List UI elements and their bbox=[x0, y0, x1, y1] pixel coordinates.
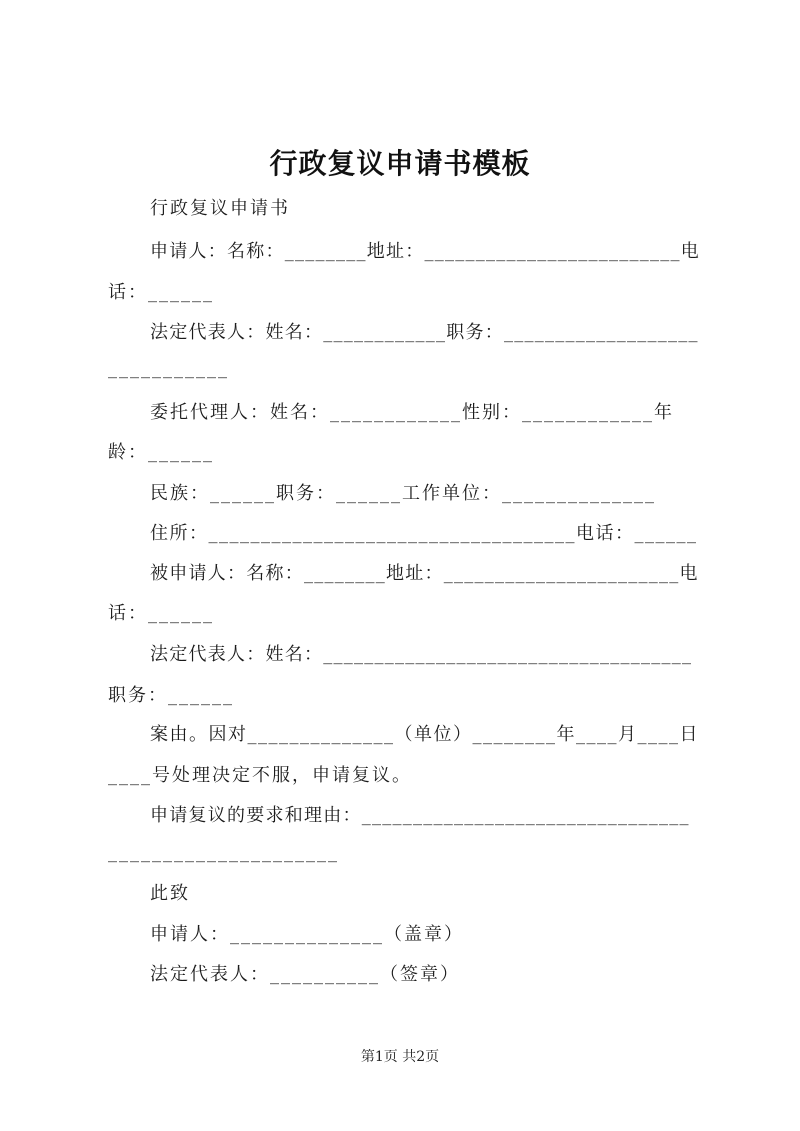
respondent-name-address-line: 被申请人：名称：________地址：_______________________电 bbox=[150, 563, 699, 584]
document-title: 行政复议申请书模板 bbox=[269, 147, 531, 180]
applicant-seal-line: 申请人：______________（盖章） bbox=[150, 924, 464, 945]
legal-rep-line: 法定代表人：姓名：____________职务：___________________ bbox=[150, 322, 699, 343]
agent-line: 委托代理人：姓名：____________性别：____________年 bbox=[150, 402, 674, 423]
page-number: 第1页 共2页 bbox=[360, 1049, 440, 1065]
salutation-line: 此致 bbox=[150, 883, 190, 904]
legal-rep-signature-line: 法定代表人：__________（签章） bbox=[150, 964, 460, 985]
request-reason-line: 申请复议的要求和理由：________________________________ bbox=[150, 805, 690, 826]
case-reason-line: 案由。因对______________（单位）________年____月____日 bbox=[150, 724, 699, 745]
request-reason-continuation-line: _____________________ bbox=[108, 842, 339, 863]
residence-phone-line: 住所：___________________________________电话：______ bbox=[150, 523, 698, 544]
respondent-phone-line: 话：______ bbox=[108, 603, 214, 624]
ethnicity-employer-line: 民族：______职务：______工作单位：______________ bbox=[150, 483, 656, 504]
agent-age-line: 龄：______ bbox=[108, 442, 214, 463]
respondent-position-line: 职务：______ bbox=[108, 685, 234, 706]
applicant-phone-line: 话：______ bbox=[108, 282, 214, 303]
respondent-legal-rep-line: 法定代表人：姓名：____________________________________ bbox=[150, 644, 693, 665]
heading-line: 行政复议申请书 bbox=[150, 198, 290, 219]
case-reason-continuation-line: ____号处理决定不服，申请复议。 bbox=[108, 765, 412, 786]
legal-rep-continuation-line: ___________ bbox=[108, 358, 229, 379]
applicant-name-address-line: 申请人：名称：________地址：_________________________电 bbox=[150, 241, 700, 262]
